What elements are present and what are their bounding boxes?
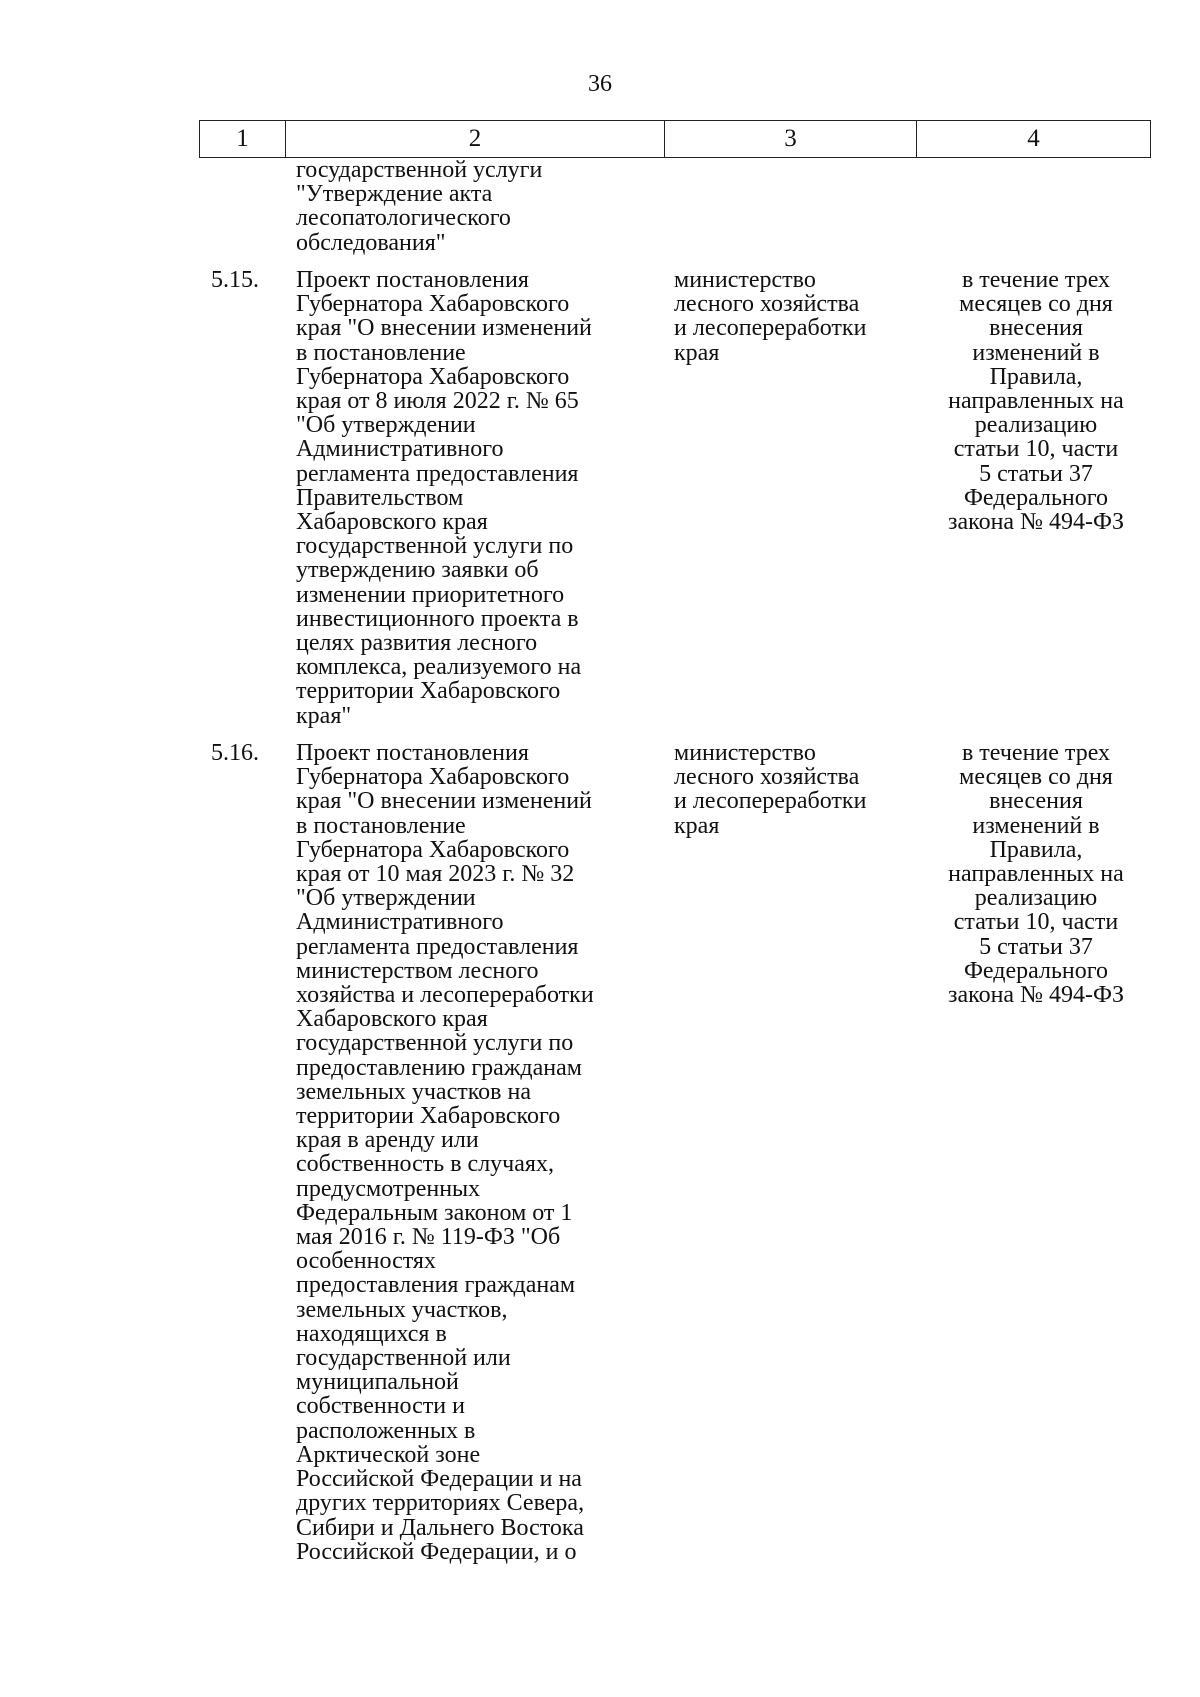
row-number: 5.15. — [211, 267, 259, 293]
table-header — [199, 120, 1151, 158]
row-term: в течение трех месяцев со дня внесения изменений в Правила, направленных на реализацию статьи 10, части 5 статьи 37 Федерального закона № 494-ФЗ — [948, 740, 1124, 1009]
header-col-2: 2 — [286, 121, 665, 157]
row-number: 5.16. — [211, 740, 259, 766]
header-col-4: 4 — [1027, 125, 1040, 152]
row-responsible: министерство лесного хозяйства и лесопереработки края — [674, 740, 867, 839]
header-col-1: 1 — [200, 121, 286, 157]
row-document-name: Проект постановления Губернатора Хабаровского края "О внесении изменений в постановление Губернатора Хабаровского края от 8 июля 2022 г. № 65 "Об утверждении Административного регламента предоставления Правительством Хабаровского края государственной услуги по утверждению заявки об изменении приоритетного инвестиционного проекта в целях развития лесного комплекса, реализуемого на территории Хабаровского края" — [296, 267, 592, 729]
row-term: в течение трех месяцев со дня внесения изменений в Правила, направленных на реализацию статьи 10, части 5 статьи 37 Федерального закона № 494-ФЗ — [948, 267, 1124, 536]
row-responsible: министерство лесного хозяйства и лесопереработки края — [674, 267, 867, 366]
row-continuation-name: государственной услуги "Утверждение акта лесопатологического обследования" — [296, 157, 543, 256]
page-number: 36 — [588, 71, 612, 97]
header-col-3: 3 — [665, 121, 917, 157]
row-document-name: Проект постановления Губернатора Хабаровского края "О внесении изменений в постановление Губернатора Хабаровского края от 10 мая 2023 г. № 32 "Об утверждении Административного регламента предоставления министерством лесного хозяйства и лесопереработки Хабаровского края государственной услуги по предоставлению гражданам земельных участков на территории Хабаровского края в аренду или собственность в случаях, предусмотренных Федеральным законом от 1 мая 2016 г. № 119-ФЗ "Об особенностях предоставления гражданам земельных участков, находящихся в государственной или муниципальной собственности и расположенных в Арктической зоне Российской Федерации и на других территориях Севера, Сибири и Дальнего Востока Российской Федерации, и о — [296, 740, 594, 1565]
